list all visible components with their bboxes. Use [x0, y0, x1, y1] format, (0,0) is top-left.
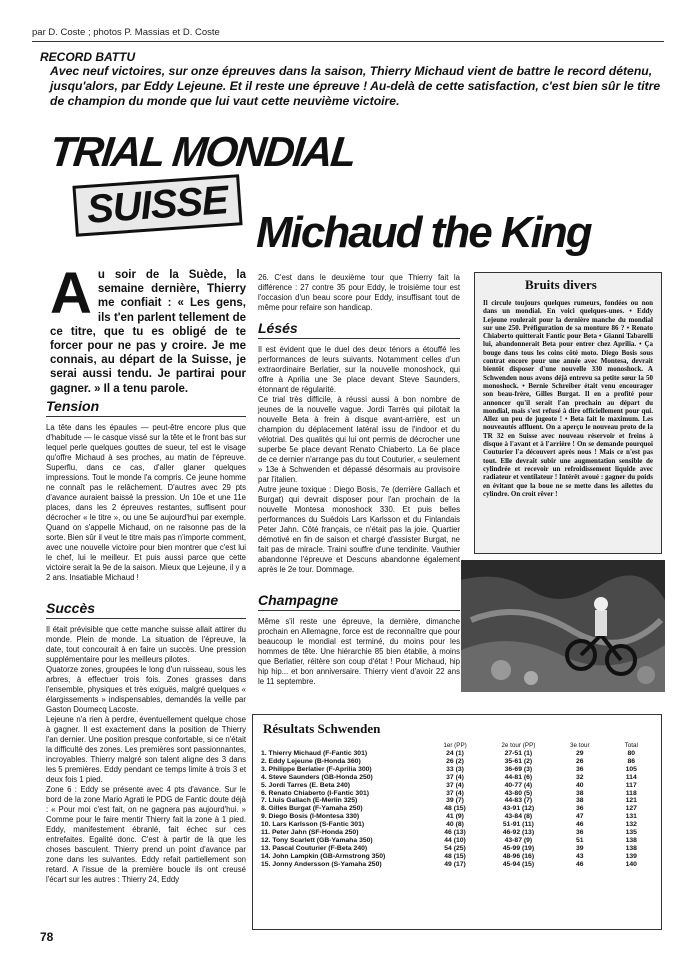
table-cell: 48-96 (16)	[502, 852, 535, 860]
table-cell: 43-80 (5)	[504, 789, 533, 797]
table-cell: 51	[575, 836, 584, 844]
table-cell: 49 (17)	[444, 860, 466, 868]
header-cell: Total	[624, 742, 638, 749]
table-cell: 80	[627, 750, 636, 757]
table-cell: 1. Thierry Michaud (F-Fantic 301)	[261, 750, 368, 757]
table-row	[261, 821, 657, 829]
heading-rule	[258, 610, 460, 611]
table-cell: 44-83 (7)	[504, 797, 533, 805]
succes-text	[46, 625, 246, 885]
table-cell: 44 (10)	[444, 836, 466, 844]
trial-photo	[461, 560, 665, 692]
table-cell: 24 (1)	[446, 750, 464, 757]
table-cell: 51-91 (11)	[502, 821, 534, 829]
table-cell: 41 (9)	[446, 813, 464, 821]
table-cell: 5. Jordi Tarres (E. Beta 240)	[261, 781, 351, 789]
table-cell: 9. Diego Bosis (I-Montesa 330)	[261, 813, 360, 821]
table-cell: 135	[625, 829, 637, 837]
table-row	[261, 805, 657, 813]
table-cell: 38	[575, 797, 584, 805]
title-badge	[72, 174, 242, 237]
sidebar-title: Bruits divers	[525, 277, 597, 292]
table-cell: 39 (7)	[446, 797, 464, 805]
table-cell: 46 (13)	[444, 829, 466, 837]
table-cell: 43-84 (8)	[504, 813, 533, 821]
table-row	[261, 829, 657, 837]
table-cell: 47	[575, 813, 584, 821]
table-row	[261, 782, 657, 790]
title-line-2: SUISSE	[85, 178, 230, 232]
sidebar-text: Il circule toujours quelques rumeurs, fondées ou non dans un mondial. En voici quelques-unes. • Eddy Lejeune roulerait pour la dernière manche du mondial sur une 250. Préfiguration de sa monture 86 ? • Renato Chiaberto quitterait Fantic pour Beta • Gianni Tabarelli lui, abandonnerait Beta pour entrer chez Aprilia. • Ça bouge dans tous les coins côté moto. Diego Bosis sous contrat encore pour une année avec Montesa, devrait bientôt disposer d'une nouvelle 330 monoshock. A Schwenden nous avons déjà entrevu sa petite sœur la 50 monoshock. • Bernie Schreiber était venu encourager son beau-frère, Gilles Burgat. Il en a profité pour annoncer qu'il serait l'an prochain au départ du mondial, mais s'est refusé à dire officiellement pour qui. Allez un peu de jugeote ! • Beta fait le maximum. Les nouveautés affluent. On a aperçu le nouveau proto de la TR 32 en Suisse avec nouveau réservoir et freins à disque à l'avant et à l'arrière ! On se demande pourquoi Couturier l'a découvert après nous ! Mais ce n'est pas tout. Elle devrait subir une augmentation sensible de cylindrée et recevoir un refroidissement liquide avec radiateur et ventilateur ! Intérêt avoué : gagner du poids en évitant que la boue ne se mette dans les ailettes du cylindre. On croit rêver !	[483, 299, 653, 498]
paragraph: Ce trial très difficile, à réussi aussi à bon nombre de jeunes de la nouvelle vague. Jordi Tarrès qui pilotait la nouvelle Beta à frein à disque avant-arrière, est un champion du déplacement latéral issu de l'indoor et du vélotrial. Des qualités qui lui ont permis de décrocher une superbe 5e place devant Renato Chiaberto. La 6e place de ce dernier n'arrange pas du tout Couturier, « seulement » 13e à Schwenden et dépassé désormais au provisoire par l'italien.	[258, 395, 460, 484]
results-header-row	[261, 742, 657, 750]
table-cell: 48 (15)	[444, 852, 466, 860]
table-cell: 27-51 (1)	[504, 750, 533, 757]
table-cell: 26 (2)	[446, 757, 464, 765]
paragraph: Quatorze zones, groupées le long d'un ruisseau, sous les arbres, à effectuer trois fois. Zones grasses dans l'ensemble, physiques et très exiguës, malgré quelques « élargissements » indispensables, demandés la veille par Gaston Doumecq Lacoste.	[46, 665, 246, 714]
table-row	[261, 774, 657, 782]
champagne-text: Même s'il reste une épreuve, la dernière, dimanche prochain en Allemagne, force est de reconnaître que pour beaucoup le mondial est terminé, du moins pour les hommes de tête. Une hiérarchie 85 bien établie, à moins que Berlatier, réitère son coup d'état ! Pour Michaud, hip hip hip... et bon anniversaire. Thierry vient d'avoir 22 ans le 11 septembre.	[258, 617, 460, 686]
table-cell: 40 (8)	[446, 821, 464, 829]
heading-tension: Tension	[46, 398, 100, 414]
kicker: RECORD BATTU	[40, 50, 136, 64]
photo-illustration	[461, 560, 665, 692]
table-cell: 118	[625, 789, 637, 797]
table-cell: 45-99 (19)	[502, 844, 535, 852]
table-cell: 26	[575, 757, 584, 765]
lead-text: u soir de la Suède, la semaine dernière, Thierry me confiait : « Les gens, ils t'en parlent tellement de ce titre, que tu es obligé de te forcer pour ne pas y croire. Je me connais, au départ de la Suisse, je serai aussi tendu. Je partirai pour gagner. » Il a tenu parole.	[50, 269, 246, 395]
photo-credit: par D. Coste ; photos P. Massias et D. Coste	[32, 27, 220, 38]
heading-succes: Succès	[46, 600, 96, 616]
paragraph: Autre jeune toxique : Diego Bosis, 7e (derrière Gallach et Burgat) qui devrait disposer pour l'an prochain de la nouvelle Montesa monoshock 330. Et puis belles performances du Suédois Lars Karlsson et du Finlandais Peter Jahn. Côté français, ce n'était pas la joie. Quartier démotivé en fin de saison et chargé d'assister Burgat, ne fait pas de miracle. Traini souffre d'une tendinite. Vauthier abandonne l'épreuve et Descuns abandonne également après le 2e tour. Dommage.	[258, 485, 460, 574]
table-row	[261, 766, 657, 774]
table-row	[261, 837, 657, 845]
table-cell: 38	[575, 789, 584, 797]
table-row	[261, 790, 657, 798]
table-cell: 2. Eddy Lejeune (B-Honda 360)	[261, 757, 361, 765]
table-cell: 40	[575, 781, 584, 789]
heading-leses: Lésés	[258, 320, 298, 336]
table-cell: 29	[575, 750, 584, 757]
table-cell: 86	[627, 757, 636, 765]
table-row	[261, 797, 657, 805]
table-cell: 4. Steve Saunders (GB-Honda 250)	[261, 773, 373, 781]
table-row	[261, 853, 657, 861]
table-cell: 35-61 (2)	[504, 757, 533, 765]
paragraph: Zone 6 : Eddy se présente avec 4 pts d'avance. Sur le bord de la zone Mario Agrati le PDG de Fantic doute déjà : « Pour moi c'est fait, on ne gagnera pas aujourd'hui. » Comme pour le faire mentir Thierry fait la zone à 1 pied. Eddy, manifestement ébranlé, fait échec sur ces entrefaites. Egalité donc. C'est à partir de là que les choses basculent. Thierry prend un point d'avance par zone dans les suivantes. Eddy refait partiellement son retard. A l'issue de la première boucle ils ont creusé l'écart sur les autres : Thierry 24, Eddy	[46, 785, 246, 884]
header-cell: 3e tour	[569, 742, 590, 749]
table-cell: 139	[625, 852, 637, 860]
table-cell: 46	[575, 860, 584, 868]
table-cell: 36-69 (3)	[504, 765, 533, 773]
results-box	[252, 714, 662, 930]
paragraph: Il est évident que le duel des deux ténors a étouffé les performances de leurs suivants. Notamment celles d'un extraordinaire Berlatier, sur la nouvelle monoshock, qui offre à Aprilia une 3e place devant Steve Saunders, étonnant de régularité.	[258, 345, 460, 394]
table-cell: 36	[575, 829, 584, 837]
lead-paragraph	[50, 261, 246, 396]
paragraph: Lejeune n'a rien à perdre, éventuellement quelque chose à gagner. Il est exactement dans la position de Thierry l'an dernier. Une position presque confortable, si ce n'était la difficulté des zones. Les premières sont passionnantes, incroyables. Thierry malgré son talent aligne des 3 dans les 5 premières. Eddy pendant ce temps limite à trois 3 et deux fois 1 pied.	[46, 715, 246, 784]
tension-text: La tête dans les épaules — peut-être encore plus que d'habitude — le casque vissé sur la tête et le front bas sur lequel perle quelques gouttes de sueur, tel est le visage qu'offre Michaud à ses proches, au matin de l'épreuve. Superflu, dans ce cas, d'aller glaner quelques impressions. Tout le monde l'a compris. Ce jeune homme ne connaît pas le relâchement. D'autres avec 29 pts d'avance auraient baissé la pression. Un 10e et une 11e places, dans les 2 épreuves restantes, suffisent pour décrocher « le titre », ou une 5e aujourd'hui par exemple. Quand on s'appelle Michaud, on ne raisonne pas de la sorte. Bien sûr il veut le titre mais pas n'importe comment, avec une nouvelle victoire pour bien montrer que c'est lui le chef, lui le meilleur. Et puis aussi parce que cette victoire serait la 9e de la saison. Mieux que Lejeune, il y a 2 ans. Insatiable Michaud !	[46, 423, 246, 582]
intro-paragraph: Avec neuf victoires, sur onze épreuves dans la saison, Thierry Michaud vient de battre le record détenu, jusqu'alors, par Eddy Lejeune. Et il reste une épreuve ! Au-delà de cette satisfaction, c'est bien sûr le titre de champion du monde que lui vaut cette neuvième victoire.	[50, 64, 661, 108]
table-cell: 13. Pascal Couturier (F-Beta 240)	[261, 844, 368, 852]
table-cell: 127	[625, 805, 637, 813]
title-line-3: Michaud the King	[256, 208, 591, 257]
heading-champagne: Champagne	[258, 592, 339, 608]
table-cell: 40-77 (4)	[504, 781, 533, 789]
table-cell: 43-91 (12)	[502, 805, 535, 813]
table-row	[261, 845, 657, 853]
table-cell: 48 (15)	[444, 805, 466, 813]
table-cell: 14. John Lampkin (GB-Armstrong 350)	[261, 852, 386, 860]
table-cell: 105	[625, 765, 637, 773]
table-cell: 138	[625, 844, 637, 852]
table-cell: 10. Lars Karlsson (S-Fantic 301)	[261, 821, 365, 829]
paragraph: Il était prévisible que cette manche suisse allait attirer du monde. Plein de monde. La situation de l'épreuve, la date, tout concourait à en faire un succès. Une pression supplémentaire pour les meilleurs pilotes.	[46, 625, 246, 664]
table-cell: 36	[575, 765, 584, 773]
table-cell: 37 (4)	[446, 789, 464, 797]
header-cell: 1er (PP)	[443, 742, 467, 749]
table-cell: 32	[575, 773, 584, 781]
table-cell: 46-92 (13)	[502, 829, 535, 837]
sidebar-box	[474, 272, 662, 554]
table-cell: 11. Peter Jahn (SF-Honda 250)	[261, 829, 359, 837]
table-cell: 43-87 (9)	[504, 836, 533, 844]
leses-text	[258, 345, 460, 575]
table-cell: 7. Lluis Gallach (E-Merlin 325)	[261, 797, 358, 805]
table-cell: 54 (25)	[444, 844, 466, 852]
table-cell: 37 (4)	[446, 773, 464, 781]
results-title: Résultats Schwenden	[263, 721, 381, 736]
table-cell: 6. Renato Chiaberto (I-Fantic 301)	[261, 789, 370, 797]
header-cell: 2e tour (PP)	[501, 742, 536, 749]
table-cell: 140	[625, 860, 637, 868]
table-cell: 131	[625, 813, 637, 821]
table-cell: 121	[625, 797, 637, 805]
heading-rule	[258, 338, 460, 339]
table-cell: 46	[575, 821, 584, 829]
heading-rule	[46, 416, 246, 417]
mid-top-text: 26. C'est dans le deuxième tour que Thierry fait la différence : 27 contre 35 pour Eddy, le troisième tour est l'occasion d'un beau score pour Eddy, insuffisant tout de même pour refaire son handicap.	[258, 273, 460, 312]
table-row	[261, 750, 657, 758]
table-cell: 3. Philippe Berlatier (F-Aprilia 300)	[261, 765, 372, 773]
drop-cap: A	[50, 261, 92, 326]
table-cell: 33 (3)	[446, 765, 464, 773]
table-cell: 43	[575, 852, 584, 860]
heading-rule	[46, 618, 246, 619]
title-line-1: TRIAL MONDIAL	[47, 128, 358, 175]
table-cell: 138	[625, 836, 637, 844]
table-cell: 8. Gilles Burgat (F-Yamaha 250)	[261, 805, 363, 813]
header-cell	[261, 742, 427, 750]
table-row	[261, 758, 657, 766]
table-cell: 15. Jonny Andersson (S-Yamaha 250)	[261, 860, 382, 868]
table-cell: 45-94 (15)	[502, 860, 535, 868]
table-row	[261, 861, 657, 869]
table-cell: 12. Tony Scarlett (GB-Yamaha 350)	[261, 836, 373, 844]
top-rule	[32, 41, 664, 42]
table-cell: 132	[625, 821, 637, 829]
table-cell: 117	[625, 781, 637, 789]
table-cell: 39	[575, 844, 584, 852]
table-cell: 37 (4)	[446, 781, 464, 789]
results-table	[261, 742, 657, 869]
table-cell: 114	[625, 773, 637, 781]
results-body	[261, 750, 657, 869]
table-cell: 44-81 (6)	[504, 773, 533, 781]
table-row	[261, 813, 657, 821]
page-number: 78	[40, 930, 54, 944]
table-cell: 36	[575, 805, 584, 813]
